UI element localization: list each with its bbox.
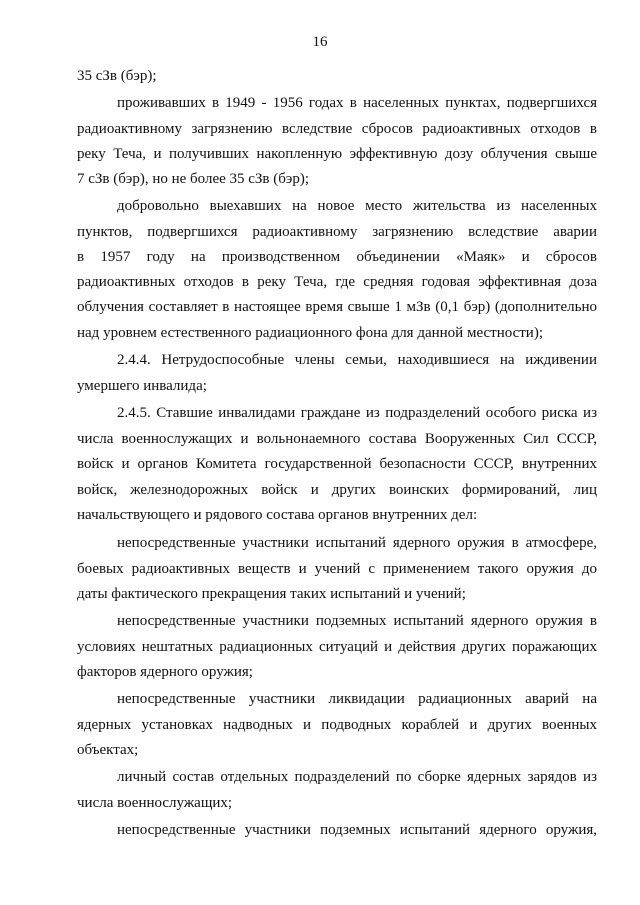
text-line: реку Теча, и получивших накопленную эффективную дозу облучения свыше (77, 146, 597, 162)
text-line: условиях нештатных радиационных ситуаций и действия других поражающих (77, 639, 597, 655)
text-line: добровольно выехавших на новое место жительства из населенных (117, 198, 597, 214)
text-line: боевых радиоактивных веществ и учений с применением такого оружия до (77, 561, 597, 577)
text-line: 2.4.4. Нетрудоспособные члены семьи, находившиеся на иждивении (117, 352, 597, 368)
text-line: непосредственные участники подземных испытаний ядерного оружия в (117, 613, 597, 629)
text-line: 35 сЗв (бэр); (77, 68, 157, 84)
text-line: над уровнем естественного радиационного фона для данной местности); (77, 325, 543, 341)
text-line: 2.4.5. Ставшие инвалидами граждане из подразделений особого риска из (117, 405, 597, 421)
text-line: ядерных установках надводных и подводных кораблей и других военных (77, 717, 597, 733)
text-line: войск, железнодорожных войск и других воинских формирований, лиц (77, 482, 597, 498)
page-number: 16 (312, 34, 328, 50)
text-line: даты фактического прекращения таких испытаний и учений; (77, 586, 466, 602)
text-line: войск и органов Комитета государственной безопасности СССР, внутренних (77, 456, 597, 472)
text-line: личный состав отдельных подразделений по сборке ядерных зарядов из (117, 769, 597, 785)
text-line: радиоактивному загрязнению вследствие сбросов радиоактивных отходов в (77, 121, 597, 137)
text-line: 7 сЗв (бэр), но не более 35 сЗв (бэр); (77, 171, 309, 187)
text-line: облучения составляет в настоящее время свыше 1 мЗв (0,1 бэр) (дополнительно (77, 299, 597, 315)
text-line: факторов ядерного оружия; (77, 664, 253, 680)
text-line: начальствующего и рядового состава органов внутренних дел: (77, 507, 478, 523)
text-line: умершего инвалида; (77, 378, 207, 394)
text-line: непосредственные участники подземных испытаний ядерного оружия, (117, 822, 597, 838)
text-line: числа военнослужащих и вольнонаемного состава Вооруженных Сил СССР, (77, 431, 597, 447)
text-line: числа военнослужащих; (77, 795, 233, 811)
text-line: непосредственные участники испытаний ядерного оружия в атмосфере, (117, 535, 597, 551)
text-line: проживавших в 1949 - 1956 годах в населенных пунктах, подвергшихся (117, 95, 597, 111)
text-line: пунктов, подвергшихся радиоактивному загрязнению вследствие аварии (77, 224, 597, 240)
text-line: в 1957 году на производственном объединении «Маяк» и сбросов (77, 249, 597, 265)
text-line: непосредственные участники ликвидации радиационных аварий на (117, 691, 597, 707)
text-line: радиоактивных отходов в реку Теча, где средняя годовая эффективная доза (77, 274, 597, 290)
text-line: объектах; (77, 742, 139, 758)
